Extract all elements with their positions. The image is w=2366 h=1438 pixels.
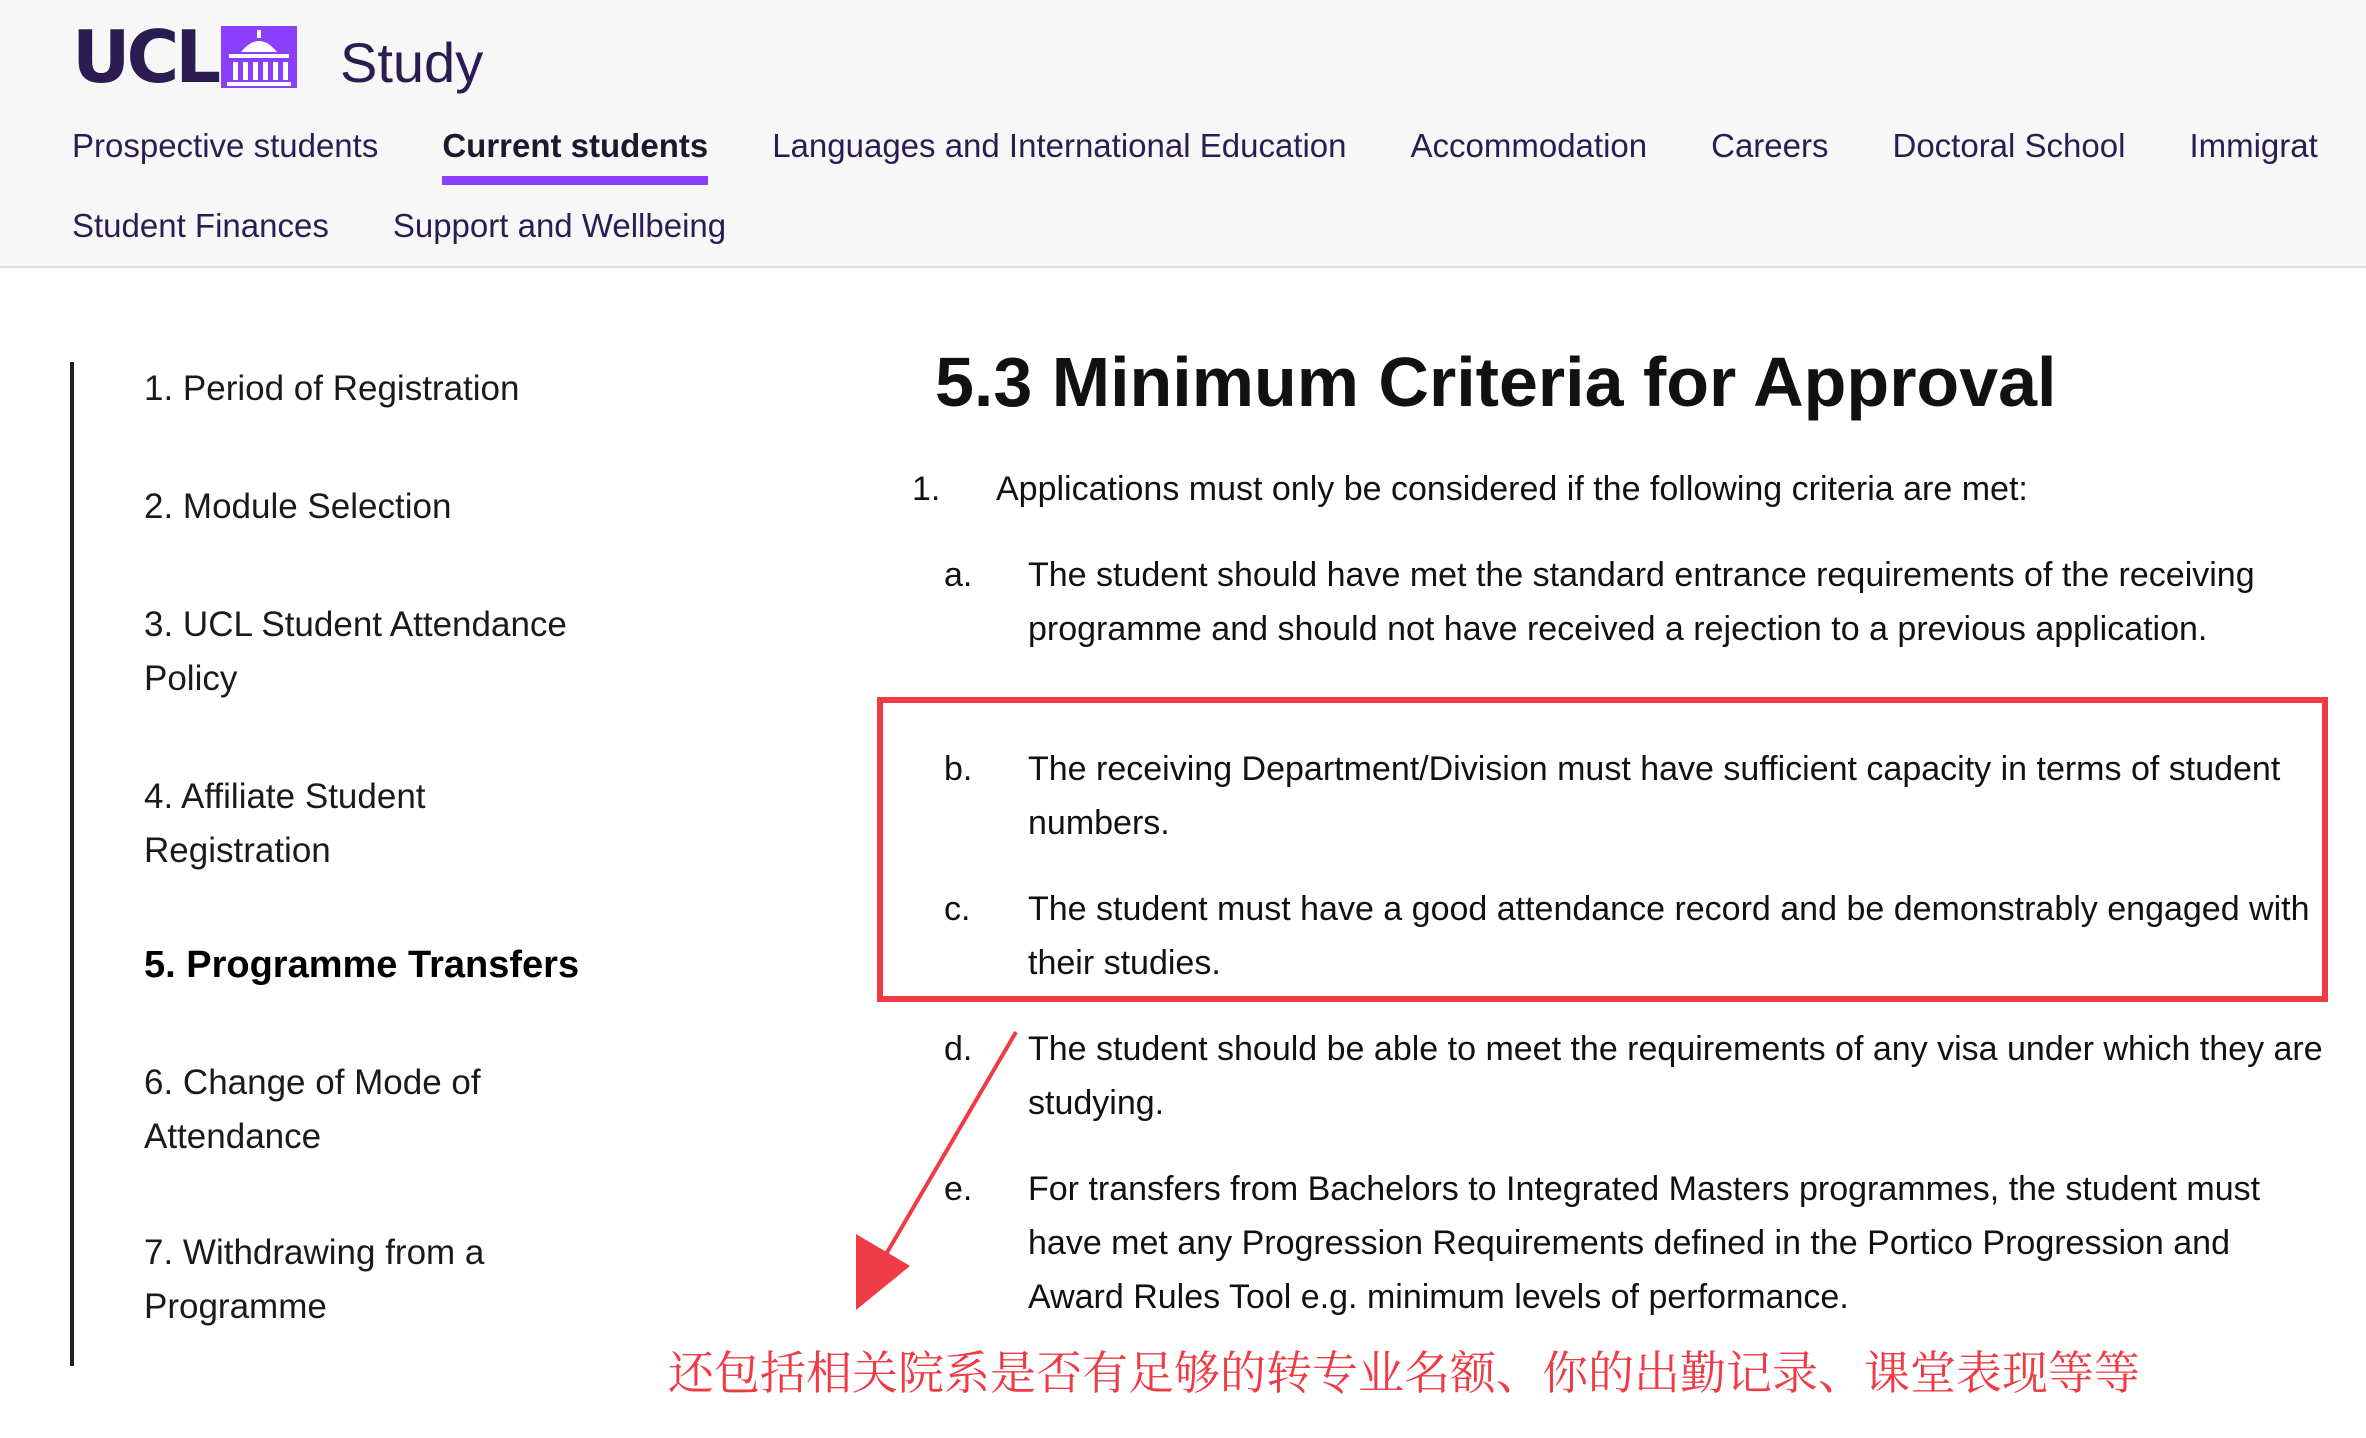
sidebar-item-attendance-policy[interactable]: 3. UCL Student Attendance Policy (144, 605, 567, 698)
sidebar-item-programme-transfers[interactable]: 5. Programme Transfers (144, 944, 580, 986)
nav-support-wellbeing[interactable]: Support and Wellbeing (392, 207, 727, 244)
nav-accommodation[interactable]: Accommodation (1410, 127, 1648, 164)
list-marker: b. (944, 750, 973, 788)
nav-doctoral-school[interactable]: Doctoral School (1892, 127, 2126, 164)
nav-prospective-students[interactable]: Prospective students (72, 127, 379, 164)
nav-student-finances[interactable]: Student Finances (72, 207, 329, 244)
list-marker: e. (944, 1170, 973, 1208)
sidebar-item-affiliate-registration[interactable]: 4. Affiliate Student Registration (144, 777, 426, 870)
list-marker: c. (944, 890, 971, 928)
list-item-text: The student must have a good attendance record and be demonstrably engaged with their studies. (1028, 890, 2310, 982)
annotation-text: 还包括相关院系是否有足够的转专业名额、你的出勤记录、课堂表现等等 (668, 1346, 2140, 1400)
list-marker: a. (944, 556, 973, 594)
list-marker: d. (944, 1030, 973, 1068)
nav-languages-international-education[interactable]: Languages and International Education (772, 127, 1347, 164)
sidebar-item-change-mode-attendance[interactable]: 6. Change of Mode of Attendance (144, 1063, 481, 1156)
list-item-text: Applications must only be considered if the following criteria are met: (996, 470, 2028, 508)
list-marker: 1. (912, 470, 941, 508)
list-item-text: The student should have met the standard entrance requirements of the receiving programme and should not have received a rejection to a previous application. (1028, 556, 2255, 648)
sidebar-item-module-selection[interactable]: 2. Module Selection (144, 487, 452, 526)
site-name[interactable]: Study (340, 31, 484, 94)
list-item-text: For transfers from Bachelors to Integrated Masters programmes, the student must have met any Progression Requirements defined in the Portico Progression and Award Rules Tool e.g. minimum levels of performance. (1028, 1170, 2261, 1316)
logo-wordmark: UCL (72, 15, 218, 99)
list-item-text: The receiving Department/Division must have sufficient capacity in terms of student numbers. (1028, 750, 2281, 842)
list-item-text: The student should be able to meet the requirements of any visa under which they are studying. (1028, 1030, 2323, 1122)
sidebar-item-withdrawing[interactable]: 7. Withdrawing from a Programme (144, 1233, 485, 1326)
nav-careers[interactable]: Careers (1711, 127, 1829, 164)
page-title: 5.3 Minimum Criteria for Approval (935, 343, 2057, 421)
nav-immigration[interactable]: Immigrat (2189, 127, 2318, 164)
nav-current-students[interactable]: Current students (442, 124, 708, 188)
sidebar-item-period-of-registration[interactable]: 1. Period of Registration (144, 369, 520, 408)
